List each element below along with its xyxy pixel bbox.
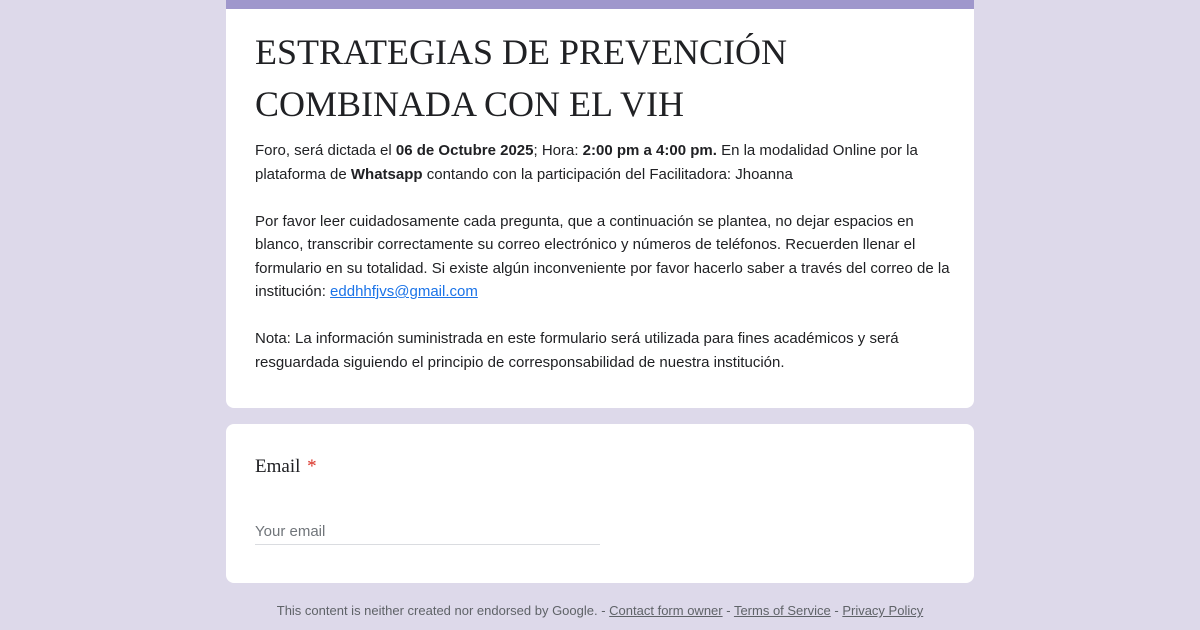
- desc-text: ; Hora:: [533, 142, 583, 159]
- email-question-label: [255, 455, 317, 479]
- form-description: [255, 139, 955, 374]
- description-paragraph-note: Nota: La información suministrada en este formulario será utilizada para fines académicos y será resguardada siguiendo el principio de corresponsabilidad de nuestra institución.: [255, 330, 899, 371]
- footer-notice: This content is neither created nor endorsed by Google.: [276, 603, 598, 618]
- email-question-card: [226, 424, 974, 583]
- desc-text: Foro, será dictada el: [255, 142, 396, 159]
- question-title: Email: [255, 456, 301, 477]
- contact-form-owner-link[interactable]: Contact form owner: [609, 603, 723, 618]
- event-date: 06 de Octubre 2025: [395, 142, 534, 159]
- institution-email-link[interactable]: eddhhfjvs@gmail.com: [330, 283, 478, 300]
- desc-text: Por favor leer cuidadosamente cada pregunta, que a continuación se plantea, no dejar espacios en blanco, transcribir correctamente su correo electrónico y números de teléfonos. Recuerden llenar el formulario en su totalidad. Si existe algún inconveniente por favor hacerlo saber a través del correo de la institución:: [255, 212, 950, 300]
- description-paragraph-instructions: [255, 210, 955, 304]
- desc-text: contando con la participación del Facilitadora: Jhoanna: [422, 165, 793, 183]
- footer-separator: -: [597, 603, 610, 618]
- event-time: 2:00 pm a 4:00 pm.: [582, 142, 717, 159]
- header-color-band: [226, 0, 974, 9]
- footer: [0, 602, 1200, 620]
- footer-separator: -: [830, 603, 843, 618]
- form-header-card: [226, 0, 974, 408]
- form-title: ESTRATEGIAS DE PREVENCIÓN COMBINADA CON EL VIH: [255, 32, 788, 124]
- privacy-policy-link[interactable]: Privacy Policy: [842, 603, 924, 618]
- event-platform: Whatsapp: [350, 165, 423, 183]
- footer-separator: -: [722, 603, 734, 618]
- terms-of-service-link[interactable]: Terms of Service: [733, 603, 831, 618]
- email-input[interactable]: [255, 518, 600, 545]
- description-paragraph-schedule: [255, 139, 955, 186]
- desc-text: En la modalidad Online por la plataforma de: [255, 142, 918, 183]
- required-asterisk: *: [307, 456, 317, 477]
